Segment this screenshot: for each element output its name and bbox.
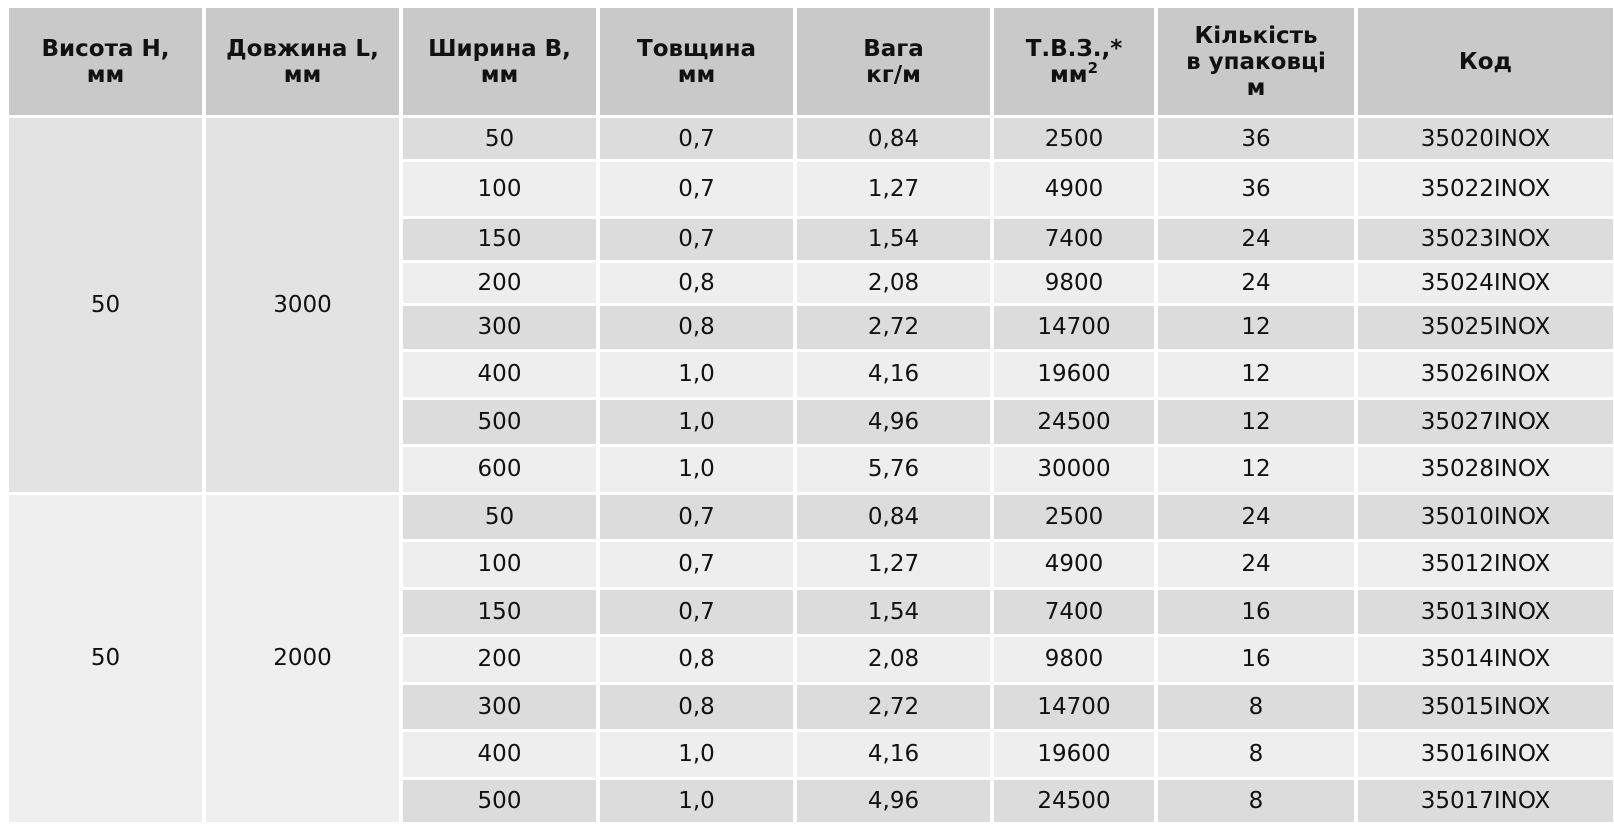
table-body bbox=[9, 118, 1613, 822]
width-cell: 400 bbox=[403, 732, 596, 776]
column-header-line: Довжина L, bbox=[226, 35, 379, 62]
code-cell: 35012INOX bbox=[1358, 542, 1613, 586]
quantity-cell: 36 bbox=[1158, 118, 1354, 159]
quantity-cell: 24 bbox=[1158, 542, 1354, 586]
code-cell: 35027INOX bbox=[1358, 400, 1613, 444]
width-cell: 100 bbox=[403, 162, 596, 216]
quantity-cell: 24 bbox=[1158, 495, 1354, 539]
tvz-cell: 2500 bbox=[994, 118, 1154, 159]
tvz-cell: 7400 bbox=[994, 219, 1154, 259]
quantity-cell: 12 bbox=[1158, 306, 1354, 349]
code-cell: 35024INOX bbox=[1358, 263, 1613, 303]
code-cell: 35016INOX bbox=[1358, 732, 1613, 776]
weight-cell: 4,96 bbox=[797, 780, 990, 822]
weight-cell: 2,08 bbox=[797, 263, 990, 303]
code-cell: 35014INOX bbox=[1358, 637, 1613, 681]
column-header-line: Код bbox=[1458, 48, 1513, 75]
thickness-cell: 0,8 bbox=[600, 685, 793, 729]
tvz-cell: 4900 bbox=[994, 162, 1154, 216]
code-cell: 35025INOX bbox=[1358, 306, 1613, 349]
tvz-cell: 14700 bbox=[994, 685, 1154, 729]
column-header bbox=[9, 8, 202, 115]
tvz-cell: 2500 bbox=[994, 495, 1154, 539]
tvz-cell: 9800 bbox=[994, 263, 1154, 303]
thickness-cell: 0,7 bbox=[600, 495, 793, 539]
weight-cell: 2,72 bbox=[797, 306, 990, 349]
column-header-line: в упаковці bbox=[1186, 48, 1326, 75]
thickness-cell: 0,7 bbox=[600, 118, 793, 159]
quantity-cell: 24 bbox=[1158, 219, 1354, 259]
tvz-cell: 24500 bbox=[994, 780, 1154, 822]
column-header-line: Кількість bbox=[1194, 22, 1318, 49]
thickness-cell: 1,0 bbox=[600, 352, 793, 396]
height-cell: 50 bbox=[9, 495, 202, 822]
tvz-cell: 14700 bbox=[994, 306, 1154, 349]
width-cell: 150 bbox=[403, 590, 596, 634]
column-header bbox=[1358, 8, 1613, 115]
quantity-cell: 12 bbox=[1158, 447, 1354, 491]
length-cell: 2000 bbox=[206, 495, 399, 822]
thickness-cell: 1,0 bbox=[600, 400, 793, 444]
weight-cell: 4,16 bbox=[797, 352, 990, 396]
column-header-line: мм bbox=[86, 61, 125, 88]
tvz-cell: 7400 bbox=[994, 590, 1154, 634]
column-header-line: мм bbox=[480, 61, 519, 88]
column-header-line: Вага bbox=[863, 35, 924, 62]
tvz-cell: 4900 bbox=[994, 542, 1154, 586]
height-cell: 50 bbox=[9, 118, 202, 492]
thickness-cell: 0,8 bbox=[600, 263, 793, 303]
column-header-line: Товщина bbox=[637, 35, 756, 62]
weight-cell: 0,84 bbox=[797, 495, 990, 539]
quantity-cell: 12 bbox=[1158, 352, 1354, 396]
column-header-line: Висота H, bbox=[41, 35, 170, 62]
weight-cell: 1,27 bbox=[797, 162, 990, 216]
header-row bbox=[9, 8, 1613, 115]
code-cell: 35028INOX bbox=[1358, 447, 1613, 491]
weight-cell: 2,08 bbox=[797, 637, 990, 681]
tvz-cell: 24500 bbox=[994, 400, 1154, 444]
weight-cell: 1,54 bbox=[797, 219, 990, 259]
length-cell: 3000 bbox=[206, 118, 399, 492]
thickness-cell: 1,0 bbox=[600, 780, 793, 822]
code-cell: 35010INOX bbox=[1358, 495, 1613, 539]
width-cell: 500 bbox=[403, 400, 596, 444]
weight-cell: 5,76 bbox=[797, 447, 990, 491]
width-cell: 200 bbox=[403, 637, 596, 681]
quantity-cell: 12 bbox=[1158, 400, 1354, 444]
code-cell: 35022INOX bbox=[1358, 162, 1613, 216]
table-row bbox=[9, 118, 1613, 159]
code-cell: 35023INOX bbox=[1358, 219, 1613, 259]
column-header-text: мм bbox=[1049, 61, 1088, 88]
quantity-cell: 16 bbox=[1158, 590, 1354, 634]
weight-cell: 2,72 bbox=[797, 685, 990, 729]
quantity-cell: 8 bbox=[1158, 732, 1354, 776]
code-cell: 35015INOX bbox=[1358, 685, 1613, 729]
weight-cell: 1,54 bbox=[797, 590, 990, 634]
code-cell: 35013INOX bbox=[1358, 590, 1613, 634]
weight-cell: 4,16 bbox=[797, 732, 990, 776]
width-cell: 200 bbox=[403, 263, 596, 303]
weight-cell: 0,84 bbox=[797, 118, 990, 159]
weight-cell: 1,27 bbox=[797, 542, 990, 586]
column-header-line: кг/м bbox=[866, 61, 921, 88]
column-header bbox=[600, 8, 793, 115]
column-header bbox=[797, 8, 990, 115]
width-cell: 300 bbox=[403, 685, 596, 729]
width-cell: 600 bbox=[403, 447, 596, 491]
quantity-cell: 8 bbox=[1158, 780, 1354, 822]
quantity-cell: 36 bbox=[1158, 162, 1354, 216]
thickness-cell: 1,0 bbox=[600, 447, 793, 491]
column-header-line: мм bbox=[283, 61, 322, 88]
width-cell: 400 bbox=[403, 352, 596, 396]
column-header bbox=[994, 8, 1154, 115]
column-header bbox=[206, 8, 399, 115]
spec-table bbox=[5, 5, 1614, 825]
tvz-cell: 9800 bbox=[994, 637, 1154, 681]
column-header-line: м bbox=[1246, 74, 1266, 101]
column-header-line bbox=[994, 58, 1154, 88]
quantity-cell: 24 bbox=[1158, 263, 1354, 303]
thickness-cell: 0,7 bbox=[600, 542, 793, 586]
column-header-line: Т.В.З.,* bbox=[1025, 35, 1123, 62]
tvz-cell: 19600 bbox=[994, 732, 1154, 776]
weight-cell: 4,96 bbox=[797, 400, 990, 444]
thickness-cell: 0,8 bbox=[600, 637, 793, 681]
column-header bbox=[403, 8, 596, 115]
column-header bbox=[1158, 8, 1354, 115]
quantity-cell: 16 bbox=[1158, 637, 1354, 681]
table-row bbox=[9, 495, 1613, 539]
width-cell: 100 bbox=[403, 542, 596, 586]
thickness-cell: 0,7 bbox=[600, 162, 793, 216]
width-cell: 500 bbox=[403, 780, 596, 822]
column-header-line: Ширина B, bbox=[428, 35, 571, 62]
column-header-line: мм bbox=[677, 61, 716, 88]
tvz-cell: 30000 bbox=[994, 447, 1154, 491]
thickness-cell: 0,7 bbox=[600, 219, 793, 259]
quantity-cell: 8 bbox=[1158, 685, 1354, 729]
code-cell: 35026INOX bbox=[1358, 352, 1613, 396]
thickness-cell: 0,8 bbox=[600, 306, 793, 349]
column-header-superscript: 2 bbox=[1087, 58, 1099, 77]
tvz-cell: 19600 bbox=[994, 352, 1154, 396]
thickness-cell: 0,7 bbox=[600, 590, 793, 634]
code-cell: 35017INOX bbox=[1358, 780, 1613, 822]
thickness-cell: 1,0 bbox=[600, 732, 793, 776]
width-cell: 150 bbox=[403, 219, 596, 259]
width-cell: 50 bbox=[403, 118, 596, 159]
code-cell: 35020INOX bbox=[1358, 118, 1613, 159]
width-cell: 50 bbox=[403, 495, 596, 539]
width-cell: 300 bbox=[403, 306, 596, 349]
